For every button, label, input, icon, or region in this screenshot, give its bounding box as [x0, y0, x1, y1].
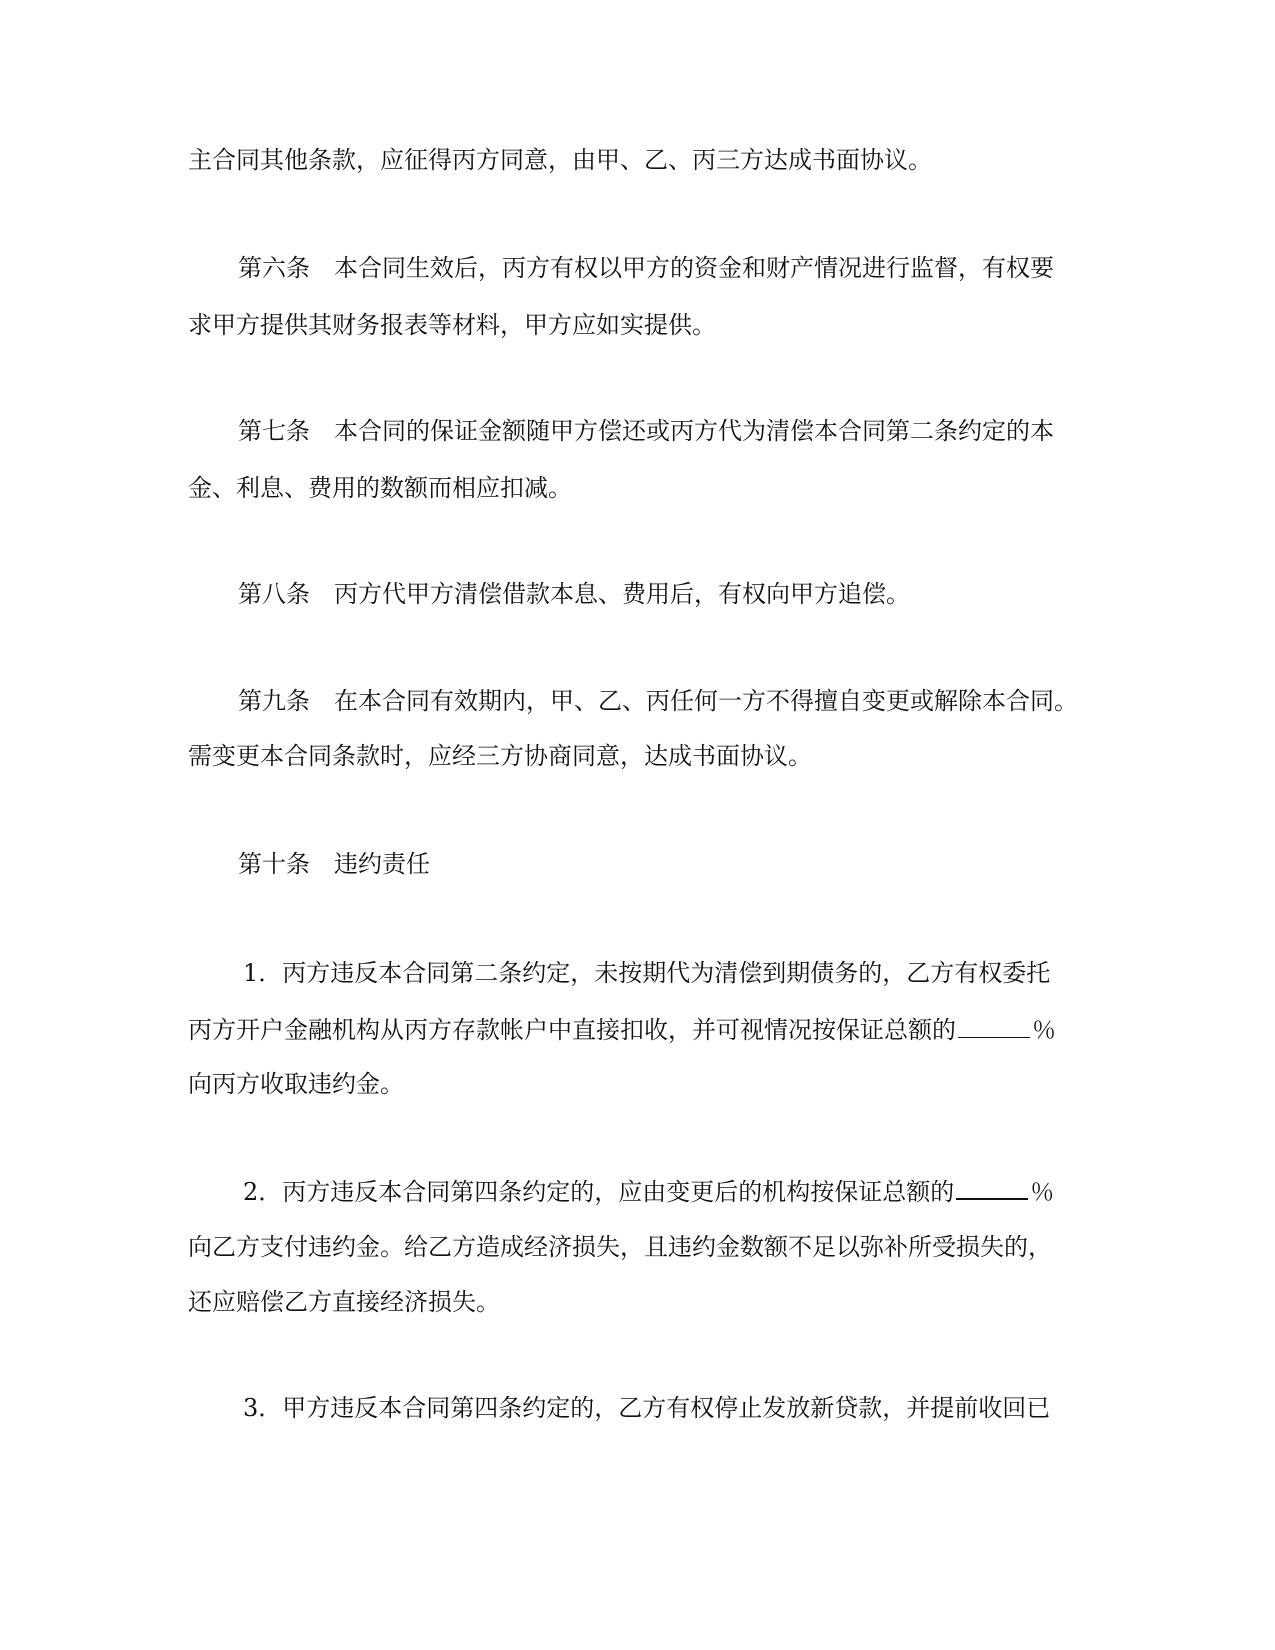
- item-1-line-1: [243, 958, 1143, 988]
- article-number: 第九条: [238, 687, 310, 715]
- item-1-line-2: [188, 1015, 1088, 1045]
- text-run: 求甲方提供其财务报表等材料，甲方应如实提供。: [188, 311, 716, 339]
- article-9-line-2: [188, 741, 1088, 771]
- article-number: 第八条: [238, 580, 310, 608]
- text-run: 丙方代甲方清偿借款本息、费用后，有权向甲方追偿。: [334, 580, 910, 608]
- text-run: 丙方开户金融机构从丙方存款帐户中直接扣收，并可视情况按保证总额的: [188, 1016, 956, 1044]
- text-run: 向丙方收取违约金。: [188, 1070, 404, 1098]
- text-run: 主合同其他条款，应征得丙方同意，由甲、乙、丙三方达成书面协议。: [188, 146, 932, 174]
- item-2-line-1: [243, 1176, 1143, 1207]
- text-run: 2．丙方违反本合同第四条约定的，应由变更后的机构按保证总额的: [243, 1178, 955, 1206]
- article-number: 第六条: [238, 254, 310, 282]
- article-10-heading: [238, 849, 1138, 879]
- fill-in-blank[interactable]: [956, 1176, 1028, 1200]
- text-run: 3．甲方违反本合同第四条约定的，乙方有权停止发放新贷款，并提前收回已: [243, 1394, 1051, 1422]
- text-run: 在本合同有效期内，甲、乙、丙任何一方不得擅自变更或解除本合同。: [334, 687, 1078, 715]
- article-6-line-2: [188, 310, 1088, 340]
- article-9-line-1: [238, 686, 1138, 716]
- paragraph-line: [188, 145, 1088, 175]
- percent-sign: ％: [1032, 1016, 1056, 1044]
- text-run: 本合同生效后，丙方有权以甲方的资金和财产情况进行监督，有权要: [334, 254, 1054, 282]
- text-run: 还应赔偿乙方直接经济损失。: [188, 1288, 500, 1316]
- article-7-line-1: [238, 416, 1138, 446]
- article-number: 第七条: [238, 417, 310, 445]
- fill-in-blank[interactable]: [958, 1015, 1030, 1038]
- percent-sign: ％: [1030, 1178, 1055, 1206]
- item-1-line-3: [188, 1069, 1088, 1099]
- item-2-line-3: [188, 1287, 1088, 1317]
- article-number: 第十条: [238, 850, 310, 878]
- heading-text: 违约责任: [334, 850, 430, 878]
- article-8-line-1: [238, 579, 1138, 609]
- item-2-line-2: [188, 1232, 1088, 1262]
- text-run: 需变更本合同条款时，应经三方协商同意，达成书面协议。: [188, 742, 812, 770]
- article-6-line-1: [238, 253, 1138, 283]
- article-7-line-2: [188, 473, 1088, 503]
- text-run: 1．丙方违反本合同第二条约定，未按期代为清偿到期债务的，乙方有权委托: [243, 959, 1051, 987]
- text-run: 向乙方支付违约金。给乙方造成经济损失，且违约金数额不足以弥补所受损失的，: [188, 1233, 1052, 1261]
- text-run: 金、利息、费用的数额而相应扣减。: [188, 474, 572, 502]
- item-3-line-1: [243, 1393, 1143, 1423]
- text-run: 本合同的保证金额随甲方偿还或丙方代为清偿本合同第二条约定的本: [334, 417, 1054, 445]
